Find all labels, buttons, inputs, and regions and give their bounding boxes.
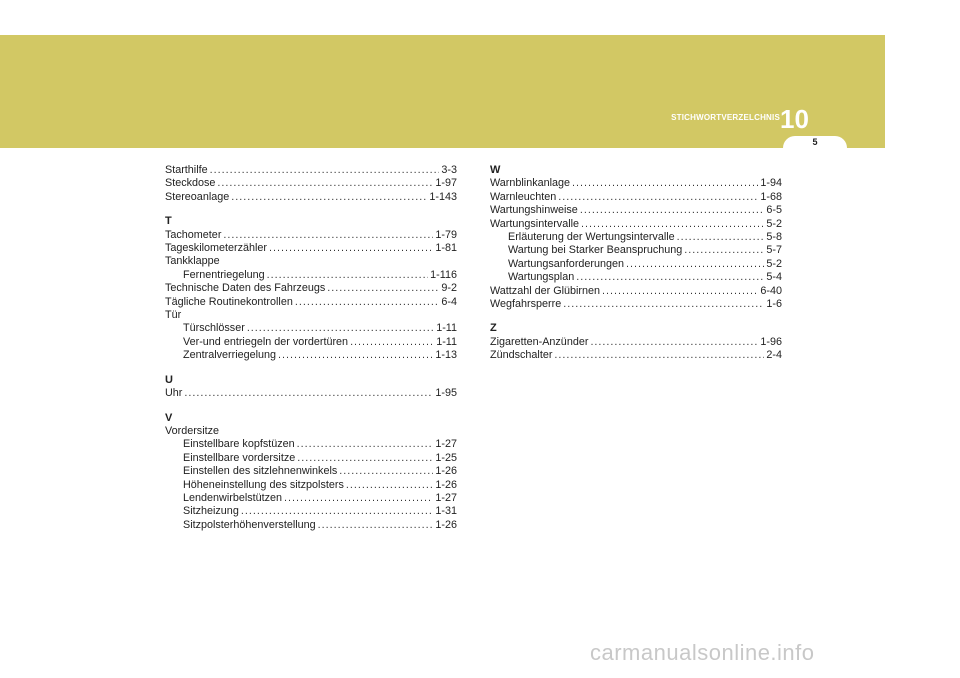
index-entry: Technische Daten des Fahrzeugs ..... 9-2 bbox=[165, 282, 457, 295]
header-band bbox=[0, 35, 885, 148]
index-letter-u: U bbox=[165, 373, 173, 386]
index-subentry: Erläuterung der Wertungsintervalle ..... 5-8 bbox=[490, 231, 782, 244]
index-subentry: Wartung bei Starker Beanspruchung ..... 5-7 bbox=[490, 244, 782, 257]
chapter-title: STICHWORTVERZELCHNIS bbox=[671, 113, 780, 122]
index-column-right bbox=[490, 164, 782, 363]
index-subentry: Einstellbare kopfstüzen ..... 1-27 bbox=[165, 438, 457, 451]
index-entry: Tägliche Routinekontrollen ..... 6-4 bbox=[165, 296, 457, 309]
index-subentry: Einstellen des sitzlehnenwinkels ..... 1-26 bbox=[165, 465, 457, 478]
index-subentry: Fernentriegelung ..... 1-116 bbox=[165, 269, 457, 282]
index-letter-v: V bbox=[165, 411, 173, 424]
index-entry: Warnleuchten ..... 1-68 bbox=[490, 191, 782, 204]
index-entry: Wartungshinweise ..... 6-5 bbox=[490, 204, 782, 217]
index-entry: Uhr ..... 1-95 bbox=[165, 387, 457, 400]
index-subentry: Sitzheizung ..... 1-31 bbox=[165, 505, 457, 518]
index-entry: Wartungsintervalle ..... 5-2 bbox=[490, 218, 782, 231]
index-subentry: Türschlösser ..... 1-11 bbox=[165, 322, 457, 335]
index-entry: Tageskilometerzähler ..... 1-81 bbox=[165, 242, 457, 255]
index-heading-entry: Vordersitze bbox=[165, 424, 220, 437]
index-subentry: Wartungsplan ..... 5-4 bbox=[490, 271, 782, 284]
index-subentry: Ver-und entriegeln der vordertüren ..... 1-11 bbox=[165, 336, 457, 349]
index-entry: Warnblinkanlage ..... 1-94 bbox=[490, 177, 782, 190]
index-letter-z: Z bbox=[490, 322, 497, 335]
index-entry: Zündschalter ..... 2-4 bbox=[490, 349, 782, 362]
index-subentry: Zentralverriegelung ..... 1-13 bbox=[165, 349, 457, 362]
index-letter-w: W bbox=[490, 164, 501, 176]
index-entry: Stereoanlage ..... 1-143 bbox=[165, 191, 457, 204]
index-heading-entry: Tür bbox=[165, 309, 182, 322]
index-subentry: Sitzpolsterhöhenverstellung ..... 1-26 bbox=[165, 519, 457, 532]
page-number: 5 bbox=[812, 137, 818, 147]
index-subentry: Höheneinstellung des sitzpolsters ..... 1-26 bbox=[165, 479, 457, 492]
index-entry: Wattzahl der Glübirnen ..... 6-40 bbox=[490, 285, 782, 298]
watermark: carmanualsonline.info bbox=[590, 640, 815, 665]
index-entry: Zigaretten-Anzünder ..... 1-96 bbox=[490, 336, 782, 349]
index-heading-entry: Tankklappe bbox=[165, 255, 220, 268]
chapter-number: 10 bbox=[780, 104, 809, 134]
index-letter-t: T bbox=[165, 215, 172, 228]
index-subentry: Lendenwirbelstützen ..... 1-27 bbox=[165, 492, 457, 505]
index-entry: Starthilfe ..... 3-3 bbox=[165, 164, 457, 177]
index-subentry: Einstellbare vordersitze ..... 1-25 bbox=[165, 452, 457, 465]
index-entry: Steckdose ..... 1-97 bbox=[165, 177, 457, 190]
index-subentry: Wartungsanforderungen ..... 5-2 bbox=[490, 258, 782, 271]
index-column-left bbox=[165, 164, 457, 532]
index-entry: Wegfahrsperre ..... 1-6 bbox=[490, 298, 782, 311]
group-s bbox=[165, 164, 457, 204]
index-entry: Tachometer ..... 1-79 bbox=[165, 229, 457, 242]
